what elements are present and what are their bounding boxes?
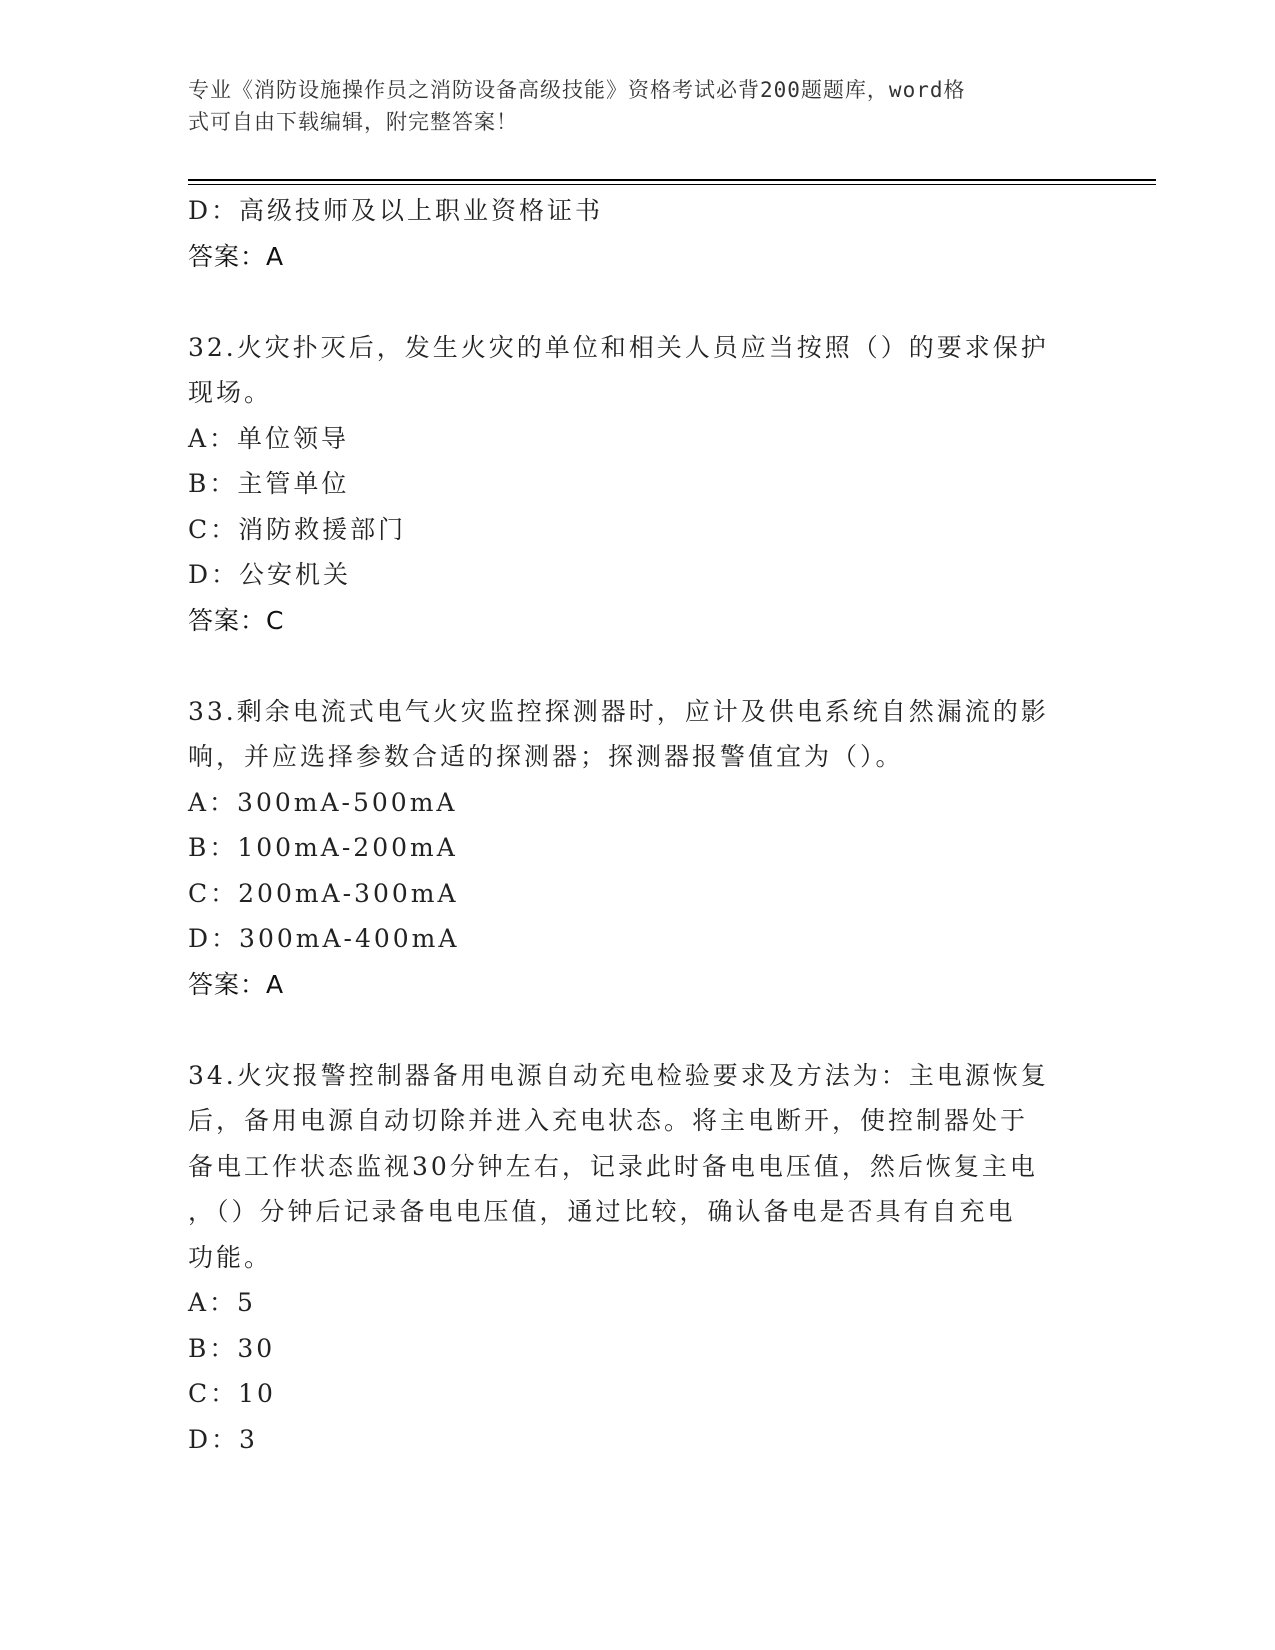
question-stem-line: 32.火灾扑灭后，发生火灾的单位和相关人员应当按照（）的要求保护 [188,332,1049,362]
question-stem-line: 34.火灾报警控制器备用电源自动充电检验要求及方法为：主电源恢复 [188,1060,1049,1090]
question-stem-line: 后，备用电源自动切除并进入充电状态。将主电断开，使控制器处于 [188,1106,1029,1135]
option-d: D：300mA-400mA [188,924,460,953]
option-c: C：10 [188,1379,276,1408]
option-d: D：3 [188,1424,258,1454]
option-b: B：主管单位 [188,469,350,498]
question-stem-line: 响，并应选择参数合适的探测器；探测器报警值宜为（）。 [188,742,904,771]
header-line-2: 式可自由下载编辑，附完整答案！ [188,110,518,134]
answer: 答案：C [188,605,285,635]
question-34 [188,1053,1088,1463]
question-33 [188,689,1088,1008]
header-rule-thick [188,179,1156,181]
header-line-1: 专业《消防设施操作员之消防设备高级技能》资格考试必背200题题库，word格 [188,78,966,102]
question-stem-line: 33.剩余电流式电气火灾监控探测器时，应计及供电系统自然漏流的影 [188,696,1049,726]
option-c: C：200mA-300mA [188,878,459,908]
question-32 [188,325,1088,644]
question-stem-line: 备电工作状态监视30分钟左右，记录此时备电电压值，然后恢复主电 [188,1151,1038,1181]
document-body [188,188,1088,1462]
spacer [188,643,1088,689]
question-stem-line: 现场。 [188,378,273,407]
option-c: C：消防救援部门 [188,514,407,544]
header-rule-thin [188,184,1156,185]
previous-answer: 答案：A [188,241,285,271]
question-stem-line: ，（）分钟后记录备电电压值，通过比较，确认备电是否具有自充电 [188,1197,1016,1226]
option-d: D：公安机关 [188,560,352,589]
spacer [188,279,1088,325]
option-b: B：30 [188,1333,276,1363]
option-a: A：300mA-500mA [188,787,458,817]
spacer [188,1007,1088,1053]
option-a: A：5 [188,1288,256,1317]
answer: 答案：A [188,969,285,999]
document-header [188,74,1068,138]
option-a: A：单位领导 [188,423,350,453]
question-stem-line: 功能。 [188,1242,273,1272]
previous-option-d: D：高级技师及以上职业资格证书 [188,196,604,225]
option-b: B：100mA-200mA [188,833,458,862]
